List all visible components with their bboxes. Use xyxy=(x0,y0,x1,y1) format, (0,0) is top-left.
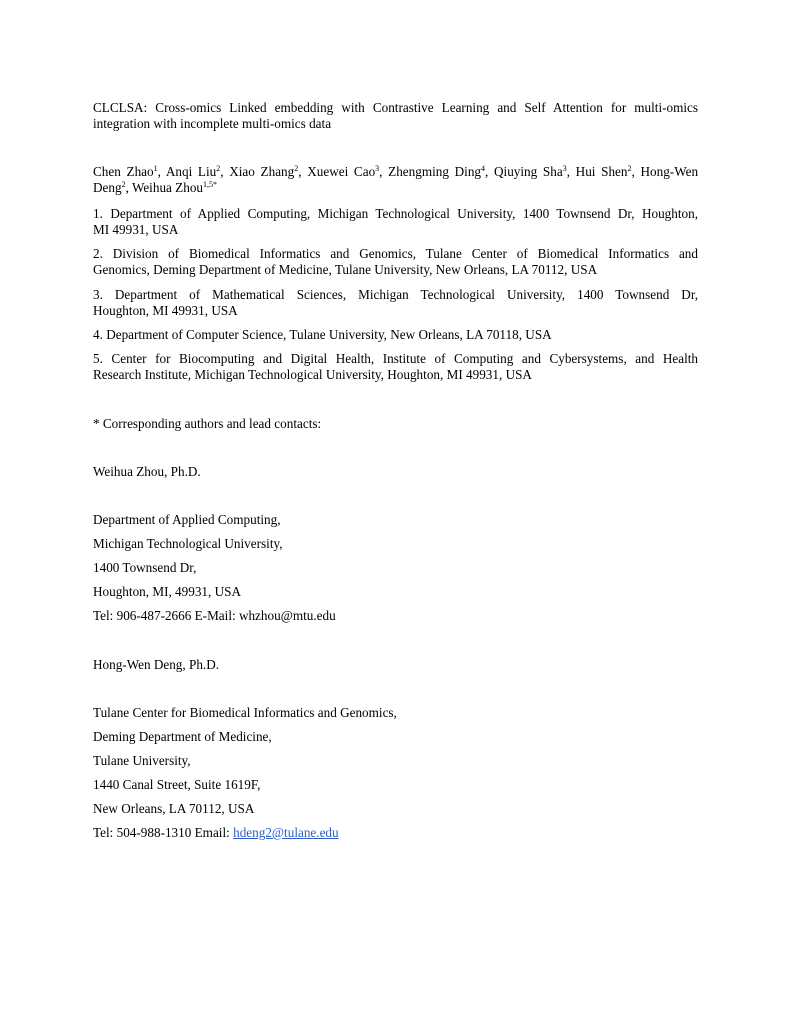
contact-1-tel-email: Tel: 906-487-2666 E-Mail: whzhou@mtu.edu xyxy=(93,608,336,623)
contact-2-center: Tulane Center for Biomedical Informatics and Genomics, xyxy=(93,705,397,720)
title-line-2: integration with incomplete multi-omics data xyxy=(93,116,332,131)
author: Xiao Zhang$^2$, xyxy=(229,164,308,179)
contact-2-name: Hong-Wen Deng, Ph.D. xyxy=(93,657,220,672)
author-list xyxy=(93,164,698,196)
contact-2-tel-email xyxy=(93,825,698,841)
author: Weihua Zhou$^{1,5*}$ xyxy=(131,180,218,195)
contact-2-dept: Deming Department of Medicine, xyxy=(93,729,272,744)
author: Chen Zhao$^1$, xyxy=(93,164,166,179)
author: Hui Shen$^2$, xyxy=(575,164,641,179)
paper-title xyxy=(93,100,698,132)
contact-2-tel: Tel: 504-988-1310 Email: xyxy=(93,825,234,840)
affiliation-4: 4. Department of Computer Science, Tulane University, New Orleans, LA 70118, USA xyxy=(93,327,552,342)
contact-2-org: Tulane University, xyxy=(93,753,191,768)
author: Qiuying Sha$^3$, xyxy=(494,164,576,179)
contact-1-dept: Department of Applied Computing, xyxy=(93,512,281,527)
contact-1-org: Michigan Technological University, xyxy=(93,536,283,551)
affiliation-1: 1. Department of Applied Computing, Michigan Technological University, 1400 Townsend Dr, Houghton, MI 49931, USA xyxy=(93,206,698,237)
corresponding-note: * Corresponding authors and lead contacts: xyxy=(93,416,322,431)
title-line-1: CLCLSA: Cross-omics Linked embedding with Contrastive Learning and Self Attention for multi-omics xyxy=(93,100,698,115)
contact-1-name: Weihua Zhou, Ph.D. xyxy=(93,464,201,479)
contact-1-city: Houghton, MI, 49931, USA xyxy=(93,584,241,599)
author: Hong-Wen Deng$^2$, xyxy=(93,164,699,195)
author: Anqi Liu$^2$, xyxy=(165,164,230,179)
affiliation-3: 3. Department of Mathematical Sciences, Michigan Technological University, 1400 Townsend Dr, Houghton, MI 49931, USA xyxy=(93,287,698,318)
contact-1-street: 1400 Townsend Dr, xyxy=(93,560,197,575)
contact-2-street: 1440 Canal Street, Suite 1619F, xyxy=(93,777,261,792)
contact-2-city: New Orleans, LA 70112, USA xyxy=(93,801,255,816)
author: Xuewei Cao$^3$, xyxy=(307,164,389,179)
affiliation-2: 2. Division of Biomedical Informatics and Genomics, Tulane Center of Biomedical Informatics and Genomics, Deming Department of Medicine, Tulane University, New Orleans, LA 70112, USA xyxy=(93,246,698,277)
contact-2-email-link[interactable]: hdeng2@tulane.edu xyxy=(233,825,339,840)
author: Zhengming Ding$^4$, xyxy=(388,164,494,179)
affiliation-5: 5. Center for Biocomputing and Digital Health, Institute of Computing and Cybersystems, and Health Research Institute, Michigan Technological University, Houghton, MI 49931, USA xyxy=(93,351,698,382)
